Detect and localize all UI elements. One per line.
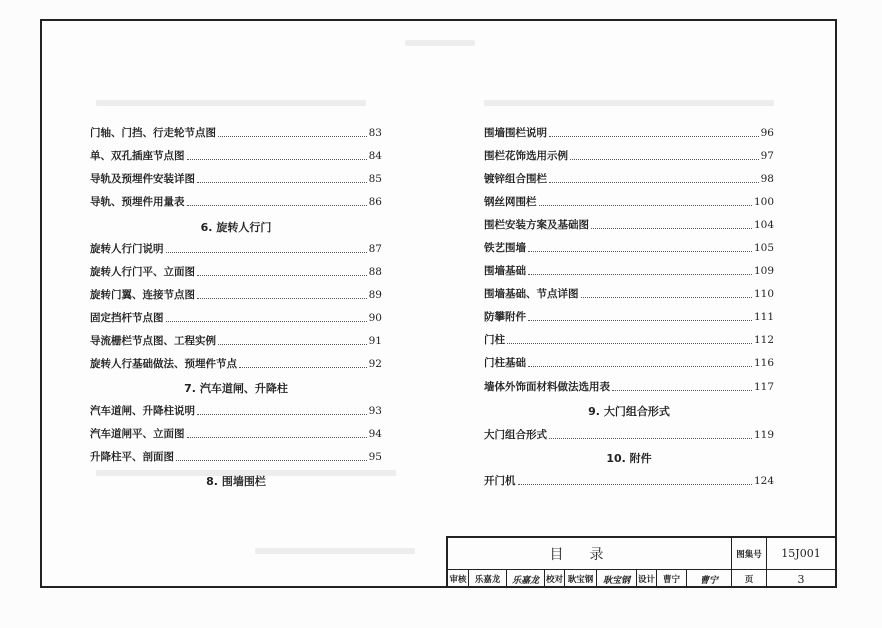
checker-name: 耿宝钢 [567, 575, 594, 585]
toc-entry-page: 91 [368, 335, 382, 347]
toc-entry-page: 86 [368, 196, 382, 208]
toc-entry-page: 117 [753, 381, 774, 393]
toc-entry[interactable] [484, 426, 774, 442]
toc-entry[interactable] [90, 309, 382, 325]
dot-leader [549, 182, 759, 183]
catalog-title: 目录 [549, 546, 630, 563]
toc-entry-title: 开门机 [484, 475, 516, 487]
section-heading: 8. 围墙围栏 [206, 475, 266, 488]
dot-leader [549, 136, 759, 137]
toc-entry-page: 96 [760, 127, 774, 139]
toc-entry-page: 119 [753, 429, 774, 441]
toc-entry[interactable] [484, 124, 774, 140]
toc-entry[interactable] [484, 239, 774, 255]
toc-entry-page: 105 [753, 242, 774, 254]
bleed-through-mark [484, 100, 774, 106]
dot-leader [528, 366, 752, 367]
toc-entry-page: 116 [753, 357, 774, 369]
toc-entry-page: 100 [753, 196, 774, 208]
toc-entry-title: 固定挡杆节点图 [90, 312, 164, 324]
toc-entry[interactable] [484, 331, 774, 347]
toc-entry[interactable] [484, 308, 774, 324]
toc-entry[interactable] [90, 332, 382, 348]
toc-entry[interactable] [90, 448, 382, 464]
toc-entry-title: 单、双孔插座节点图 [90, 150, 185, 162]
toc-entry-page: 90 [368, 312, 382, 324]
bleed-through-mark [255, 548, 415, 554]
bleed-through-mark [96, 100, 366, 106]
toc-entry-title: 门柱 [484, 334, 505, 346]
toc-entry-title: 旋转人行基础做法、预埋件节点 [90, 358, 237, 370]
dot-leader [218, 344, 367, 345]
toc-entry-page: 111 [753, 311, 774, 323]
toc-entry-page: 109 [753, 265, 774, 277]
dot-leader [528, 320, 752, 321]
toc-entry-page: 89 [368, 289, 382, 301]
dot-leader [197, 275, 367, 276]
atlas-number: 15J001 [781, 547, 821, 560]
toc-entry-title: 钢丝网围栏 [484, 196, 537, 208]
section-heading: 6. 旋转人行门 [200, 221, 272, 234]
dot-leader [507, 343, 752, 344]
toc-entry-page: 110 [753, 288, 774, 300]
review-label: 审核 [449, 575, 467, 585]
dot-leader [187, 205, 367, 206]
toc-entry[interactable] [90, 170, 382, 186]
toc-entry-page: 124 [753, 475, 774, 487]
toc-entry-title: 围栏安装方案及基础图 [484, 219, 589, 231]
toc-entry-title: 导轨及预埋件安装详图 [90, 173, 195, 185]
toc-entry-page: 88 [368, 266, 382, 278]
toc-entry[interactable] [90, 263, 382, 279]
designer-signature: 曹宁 [699, 575, 718, 586]
toc-entry-page: 84 [368, 150, 382, 162]
toc-entry-page: 95 [368, 451, 382, 463]
page-label: 页 [744, 575, 754, 585]
title-block [446, 536, 837, 588]
atlas-number-label: 图集号 [736, 549, 762, 560]
dot-leader [218, 136, 367, 137]
toc-entry[interactable] [90, 355, 382, 371]
toc-entry-title: 导流栅栏节点图、工程实例 [90, 335, 216, 347]
toc-entry[interactable] [484, 147, 774, 163]
section-heading: 7. 汽车道闸、升降柱 [184, 382, 288, 395]
toc-entry[interactable] [484, 378, 774, 394]
section-heading: 10. 附件 [606, 452, 652, 465]
checker-signature: 耿宝钢 [602, 575, 630, 586]
toc-entry-title: 镀锌组合围栏 [484, 173, 547, 185]
dot-leader [581, 297, 752, 298]
dot-leader [518, 484, 752, 485]
toc-entry[interactable] [484, 354, 774, 370]
dot-leader [187, 437, 367, 438]
dot-leader [187, 159, 367, 160]
toc-entry-page: 104 [753, 219, 774, 231]
toc-entry-page: 83 [368, 127, 382, 139]
dot-leader [239, 367, 367, 368]
dot-leader [197, 298, 367, 299]
toc-entry-title: 旋转人行门平、立面图 [90, 266, 195, 278]
toc-entry[interactable] [90, 124, 382, 140]
toc-entry[interactable] [484, 193, 774, 209]
dot-leader [166, 252, 367, 253]
toc-entry-title: 围栏花饰选用示例 [484, 150, 568, 162]
toc-entry-page: 92 [368, 358, 382, 370]
reviewer-signature: 乐嘉龙 [511, 575, 539, 586]
toc-entry-title: 导轨、预埋件用量表 [90, 196, 185, 208]
reviewer-name: 乐嘉龙 [474, 575, 501, 585]
toc-entry-title: 汽车道闸、升降柱说明 [90, 405, 195, 417]
toc-entry-title: 升降柱平、剖面图 [90, 451, 174, 463]
toc-entry[interactable] [484, 262, 774, 278]
design-label: 设计 [637, 575, 655, 585]
toc-entry-title: 门柱基础 [484, 357, 526, 369]
toc-entry-title: 旋转门翼、连接节点图 [90, 289, 195, 301]
toc-entry[interactable] [484, 170, 774, 186]
toc-entry-title: 铁艺围墙 [484, 242, 526, 254]
toc-entry-title: 墙体外饰面材料做法选用表 [484, 381, 610, 393]
toc-entry-title: 门轴、门挡、行走轮节点图 [90, 127, 216, 139]
toc-entry-title: 汽车道闸平、立面图 [90, 428, 185, 440]
toc-entry[interactable] [484, 216, 774, 232]
toc-entry-page: 85 [368, 173, 382, 185]
check-label: 校对 [545, 575, 563, 585]
dot-leader [197, 182, 367, 183]
toc-entry-title: 防攀附件 [484, 311, 526, 323]
toc-entry[interactable] [90, 402, 382, 418]
toc-entry-page: 97 [760, 150, 774, 162]
dot-leader [591, 228, 752, 229]
dot-leader [166, 321, 367, 322]
section-heading: 9. 大门组合形式 [588, 405, 670, 418]
dot-leader [197, 414, 367, 415]
dot-leader [570, 159, 759, 160]
toc-entry[interactable] [90, 425, 382, 441]
dot-leader [176, 460, 367, 461]
toc-entry[interactable] [90, 193, 382, 209]
toc-entry[interactable] [90, 147, 382, 163]
toc-entry-page: 112 [753, 334, 774, 346]
toc-entry-page: 94 [368, 428, 382, 440]
toc-entry[interactable] [90, 286, 382, 302]
toc-entry-title: 围墙基础、节点详图 [484, 288, 579, 300]
dot-leader [549, 438, 752, 439]
toc-entry-page: 93 [368, 405, 382, 417]
dot-leader [528, 251, 752, 252]
toc-entry-title: 大门组合形式 [484, 429, 547, 441]
toc-entry-title: 旋转人行门说明 [90, 243, 164, 255]
toc-entry[interactable] [484, 285, 774, 301]
dot-leader [539, 205, 752, 206]
toc-entry[interactable] [484, 472, 774, 488]
bleed-through-mark [405, 40, 475, 46]
dot-leader [528, 274, 752, 275]
toc-entry-title: 围墙围栏说明 [484, 127, 547, 139]
toc-entry[interactable] [90, 240, 382, 256]
toc-entry-page: 98 [760, 173, 774, 185]
dot-leader [612, 390, 752, 391]
page-number: 3 [797, 572, 805, 586]
toc-entry-title: 围墙基础 [484, 265, 526, 277]
designer-name: 曹宁 [662, 575, 680, 585]
toc-entry-page: 87 [368, 243, 382, 255]
